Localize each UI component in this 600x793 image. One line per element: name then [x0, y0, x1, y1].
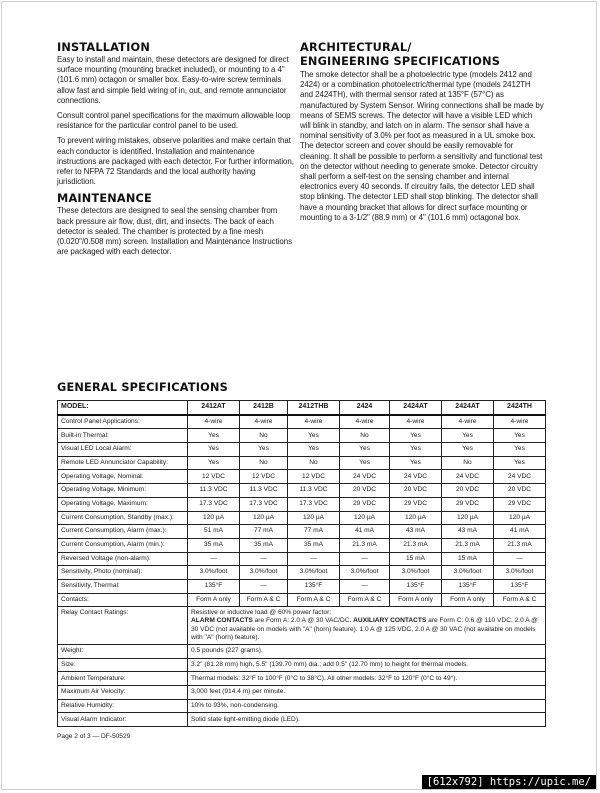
- row-value: Solid state light-emitting diode (LED).: [188, 713, 546, 727]
- row-label: Relative Humidity:: [58, 699, 188, 713]
- relay-ratings-text: [188, 607, 546, 645]
- cell-value: Form A & C: [288, 593, 340, 607]
- table-row: [58, 456, 546, 470]
- row-value: 10% to 93%, non-condensing.: [188, 699, 546, 713]
- cell-value: 135°F: [390, 579, 442, 593]
- cell-value: —: [188, 552, 240, 566]
- specifications-table: [57, 400, 546, 727]
- cell-value: —: [240, 579, 288, 593]
- table-row: [58, 525, 546, 539]
- cell-value: Yes: [390, 429, 442, 443]
- cell-value: No: [288, 456, 340, 470]
- maintenance-paragraph: These detectors are designed to seal the sensing chamber from back pressure air flow, dust, dirt, and insects. The back of each detector is sealed. The chamber is protected by a fine mesh (0.020"/0.508 mm) screen. Installation and Maintenance Instructions are packaged with each detector.: [57, 206, 292, 257]
- row-label: Contacts:: [58, 593, 188, 607]
- cell-value: 4-wire: [288, 415, 340, 429]
- row-label: Current Consumption, Alarm (min.):: [58, 538, 188, 552]
- cell-value: 11.3 VDC: [288, 484, 340, 498]
- cell-value: 17.3 VDC: [188, 497, 240, 511]
- table-row-relay: [58, 607, 546, 645]
- installation-paragraph-3: To prevent wiring mistakes, observe polarities and make certain that each conductor is identified. Installation and maintenance instructions are packaged with each detector. For further information, refer to NFPA 72 Standards and the local authority having jurisdiction.: [57, 136, 294, 187]
- cell-value: —: [240, 552, 288, 566]
- cell-value: Yes: [442, 443, 494, 457]
- table-row: [58, 429, 546, 443]
- auxiliary-contacts-label: AUXILIARY CONTACTS: [353, 617, 427, 625]
- cell-value: Form A only: [442, 593, 494, 607]
- cell-value: 120 µA: [494, 511, 546, 525]
- model-header: 2412B: [240, 401, 288, 415]
- row-label: Operating Voltage, Minimum:: [58, 484, 188, 498]
- cell-value: Form A & C: [240, 593, 288, 607]
- table-row: [58, 593, 546, 607]
- left-column: [57, 41, 294, 262]
- cell-value: 4-wire: [188, 415, 240, 429]
- cell-value: 3.0%/foot: [494, 566, 546, 580]
- cell-value: 41 mA: [494, 525, 546, 539]
- maintenance-heading: MAINTENANCE: [57, 192, 152, 206]
- model-header: 2424: [340, 401, 390, 415]
- cell-value: Yes: [494, 429, 546, 443]
- row-label: Sensitivity, Photo (nominal):: [58, 566, 188, 580]
- table-row: [58, 538, 546, 552]
- cell-value: 135°F: [288, 579, 340, 593]
- table-row: [58, 511, 546, 525]
- cell-value: Yes: [288, 429, 340, 443]
- cell-value: 20 VDC: [442, 484, 494, 498]
- cell-value: Yes: [390, 456, 442, 470]
- cell-value: 120 µA: [390, 511, 442, 525]
- cell-value: 12 VDC: [188, 470, 240, 484]
- cell-value: Yes: [188, 456, 240, 470]
- row-label: Visual Alarm Indicator:: [58, 713, 188, 727]
- cell-value: 3.0%/foot: [340, 566, 390, 580]
- cell-value: 77 mA: [240, 525, 288, 539]
- row-label: Built-in Thermal:: [58, 429, 188, 443]
- cell-value: Yes: [240, 443, 288, 457]
- cell-value: Yes: [442, 429, 494, 443]
- cell-value: 29 VDC: [340, 497, 390, 511]
- cell-value: 15 mA: [442, 552, 494, 566]
- cell-value: No: [340, 429, 390, 443]
- table-row: [58, 470, 546, 484]
- table-row: [58, 672, 546, 686]
- cell-value: 24 VDC: [494, 470, 546, 484]
- architectural-paragraph: The smoke detector shall be a photoelectric type (models 2412 and 2424) or a combination photoelectric/thermal type (models 2412TH and 2424TH), with thermal sensor rated at 135°F (57°C) as manufactured by System Sensor. Wiring connections shall be made by means of SEMS screws. The detector will have a visible LED which will blink in standby, and latch on in alarm. The sensor shall have a nominal sensitivity of 3.0% per foot as measured in a UL smoke box. The detector screen and cover should be easily removable for cleaning. It shall be possible to perform a sensitivity and functional test on the detector without needing to generate smoke. Detector circuitry shall perform a self-test on the sensing chamber and internal electronics every 40 seconds. If circuitry fails, the detector LED shall stop blinking. The detector LED shall stop blinking. The detector shall have a mounting bracket that allows for direct surface mounting or mounting to a 3-1/2" (88.9 mm) or 4" (101.6 mm) octagonal box.: [300, 70, 544, 222]
- cell-value: 43 mA: [442, 525, 494, 539]
- row-label: Operating Voltage, Maximum:: [58, 497, 188, 511]
- table-row: [58, 713, 546, 727]
- model-header: 2424AT: [390, 401, 442, 415]
- cell-value: 135°F: [188, 579, 240, 593]
- cell-value: 12 VDC: [240, 470, 288, 484]
- cell-value: 35 mA: [240, 538, 288, 552]
- table-row: [58, 443, 546, 457]
- cell-value: 43 mA: [390, 525, 442, 539]
- cell-value: 17.3 VDC: [288, 497, 340, 511]
- cell-value: 3.0%/foot: [240, 566, 288, 580]
- auxiliary-contacts-text: are Form C: 0.6 @ 110 VDC, 2.0 A @ 30 VDC (not available on models with "A" (horn) feature). 1.0 A @ 125 VDC, 2.0 A @ 30 VAC (not available on models with "A" (horn) feature).: [191, 617, 538, 642]
- cell-value: Yes: [390, 443, 442, 457]
- cell-value: No: [240, 429, 288, 443]
- cell-value: 20 VDC: [390, 484, 442, 498]
- cell-value: 3.0%/foot: [188, 566, 240, 580]
- cell-value: Yes: [340, 456, 390, 470]
- row-label: Maximum Air Velocity:: [58, 686, 188, 700]
- cell-value: 4-wire: [494, 415, 546, 429]
- row-label: Reversed Voltage (non-alarm):: [58, 552, 188, 566]
- cell-value: Form A & C: [340, 593, 390, 607]
- cell-value: 77 mA: [288, 525, 340, 539]
- row-label: Visual LED Local Alarm:: [58, 443, 188, 457]
- cell-value: 21.3 mA: [390, 538, 442, 552]
- cell-value: 20 VDC: [494, 484, 546, 498]
- cell-value: —: [340, 579, 390, 593]
- model-label: MODEL:: [58, 401, 188, 415]
- cell-value: Yes: [188, 443, 240, 457]
- watermark: [612x792] https://upic.me/: [422, 775, 596, 789]
- cell-value: 3.0%/foot: [390, 566, 442, 580]
- installation-heading: INSTALLATION: [57, 41, 150, 54]
- cell-value: Yes: [288, 443, 340, 457]
- model-header: 2424TH: [494, 401, 546, 415]
- row-label: Size:: [58, 658, 188, 672]
- table-row: [58, 552, 546, 566]
- table-row: [58, 644, 546, 658]
- architectural-heading-line2: ENGINEERING SPECIFICATIONS: [300, 55, 501, 68]
- cell-value: 35 mA: [288, 538, 340, 552]
- alarm-contacts-label: ALARM CONTACTS: [191, 617, 253, 625]
- table-row: [58, 484, 546, 498]
- cell-value: 120 µA: [188, 511, 240, 525]
- cell-value: No: [240, 456, 288, 470]
- table-row: [58, 658, 546, 672]
- table-row: [58, 497, 546, 511]
- alarm-contacts-text: are Form A: 2.0 A @ 30 VAC/DC.: [252, 617, 354, 625]
- cell-value: —: [340, 552, 390, 566]
- model-header: 2412THB: [288, 401, 340, 415]
- cell-value: 120 µA: [340, 511, 390, 525]
- table-row: [58, 566, 546, 580]
- cell-value: 24 VDC: [390, 470, 442, 484]
- cell-value: Form A only: [188, 593, 240, 607]
- table-body: [58, 415, 546, 727]
- table-row: [58, 415, 546, 429]
- cell-value: 41 mA: [340, 525, 390, 539]
- cell-value: 21.3 mA: [340, 538, 390, 552]
- row-label: Relay Contact Ratings:: [58, 607, 188, 645]
- cell-value: Form A & C: [494, 593, 546, 607]
- cell-value: 24 VDC: [442, 470, 494, 484]
- cell-value: 35 mA: [188, 538, 240, 552]
- row-label: Sensitivity, Thermal:: [58, 579, 188, 593]
- cell-value: 120 µA: [442, 511, 494, 525]
- installation-paragraph-1: Easy to install and maintain, these detectors are designed for direct surface mounting (mounting bracket included), or mounting to a 4" (101.6 mm) octagon or smaller box. Easy-to-wire screw terminals allow fast and simple field wiring of in, out, and remote annunciator connections.: [57, 55, 289, 105]
- cell-value: 29 VDC: [390, 497, 442, 511]
- cell-value: 4-wire: [390, 415, 442, 429]
- cell-value: Yes: [494, 456, 546, 470]
- page-footer: Page 2 of 3 — DF-50529: [57, 733, 131, 740]
- cell-value: 29 VDC: [494, 497, 546, 511]
- cell-value: 17.3 VDC: [240, 497, 288, 511]
- row-label: Current Consumption, Standby (max.):: [58, 511, 188, 525]
- table-row: [58, 686, 546, 700]
- cell-value: 4-wire: [240, 415, 288, 429]
- cell-value: —: [494, 552, 546, 566]
- cell-value: 11.3 VDC: [188, 484, 240, 498]
- model-header: 2424AT: [442, 401, 494, 415]
- row-value: 3,000 feet (914.4 m) per minute.: [188, 686, 546, 700]
- cell-value: 29 VDC: [442, 497, 494, 511]
- row-value: 0.5 pounds (227 grams).: [188, 644, 546, 658]
- cell-value: —: [288, 552, 340, 566]
- row-label: Current Consumption, Alarm (max.):: [58, 525, 188, 539]
- cell-value: 3.0%/foot: [442, 566, 494, 580]
- cell-value: 120 µA: [240, 511, 288, 525]
- cell-value: Yes: [340, 443, 390, 457]
- cell-value: 4-wire: [340, 415, 390, 429]
- row-label: Operating Voltage, Nominal:: [58, 470, 188, 484]
- row-label: Weight:: [58, 644, 188, 658]
- cell-value: 51 mA: [188, 525, 240, 539]
- general-specifications-heading: GENERAL SPECIFICATIONS: [57, 381, 228, 394]
- row-value: 3.2" (81.28 mm) high, 5.5" (139.70 mm) dia.; add 0.5" (12.70 mm) to height for thermal models.: [188, 658, 546, 672]
- cell-value: 3.0%/foot: [288, 566, 340, 580]
- cell-value: 21.3 mA: [494, 538, 546, 552]
- cell-value: 4-wire: [442, 415, 494, 429]
- cell-value: No: [442, 456, 494, 470]
- relay-line1: Resistive or inductive load @ 60% power factor:: [191, 608, 332, 616]
- row-label: Ambient Temperature:: [58, 672, 188, 686]
- cell-value: Yes: [494, 443, 546, 457]
- cell-value: Form A only: [390, 593, 442, 607]
- installation-paragraph-2: Consult control panel specifications for the maximum allowable loop resistance for the particular control panel to be used.: [57, 111, 291, 131]
- cell-value: 135°F: [442, 579, 494, 593]
- table-row: [58, 579, 546, 593]
- row-label: Remote LED Annunciator Capability:: [58, 456, 188, 470]
- model-header: 2412AT: [188, 401, 240, 415]
- row-label: Control Panel Applications:: [58, 415, 188, 429]
- architectural-heading-line1: ARCHITECTURAL/: [300, 41, 412, 54]
- cell-value: Yes: [188, 429, 240, 443]
- cell-value: 120 µA: [288, 511, 340, 525]
- right-column: [300, 41, 545, 228]
- cell-value: 12 VDC: [288, 470, 340, 484]
- cell-value: 11.3 VDC: [240, 484, 288, 498]
- cell-value: 15 mA: [390, 552, 442, 566]
- cell-value: 24 VDC: [340, 470, 390, 484]
- cell-value: 20 VDC: [340, 484, 390, 498]
- cell-value: 135°F: [494, 579, 546, 593]
- cell-value: 21.3 mA: [442, 538, 494, 552]
- table-header-row: [58, 401, 546, 415]
- row-value: Thermal models: 32°F to 100°F (0°C to 38°C). All other models: 32°F to 120°F (0°C to 49°).: [188, 672, 546, 686]
- table-row: [58, 699, 546, 713]
